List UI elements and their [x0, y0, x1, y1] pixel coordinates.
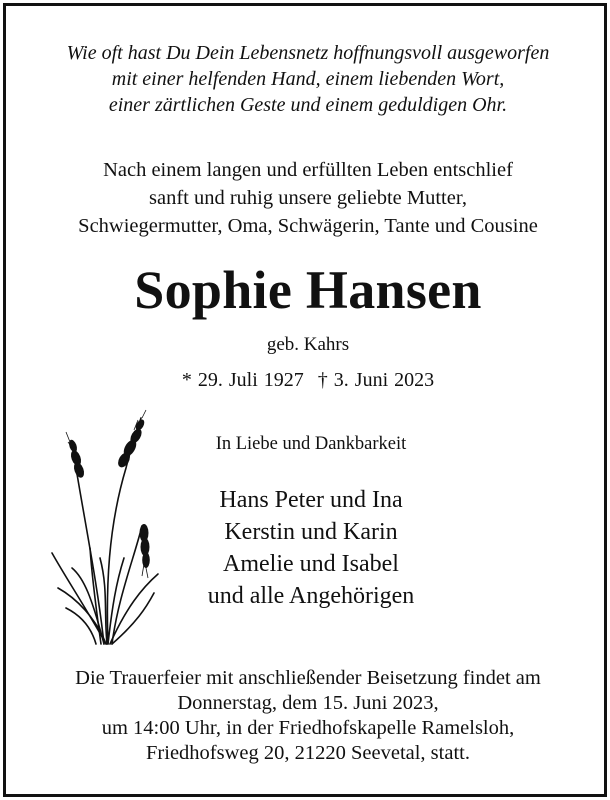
life-dates: [6, 367, 610, 393]
wheat-icon: [46, 408, 166, 648]
signer-line: und alle Angehörigen: [207, 583, 415, 609]
death-date: † 3. Juni 2023: [317, 369, 435, 391]
maiden-name: geb. Kahrs: [266, 334, 350, 355]
signer-line: Amelie und Isabel: [223, 551, 399, 577]
signer-line: Kerstin und Karin: [224, 519, 398, 545]
poem: [6, 40, 610, 118]
thanks-line: In Liebe und Dankbarkeit: [215, 434, 407, 454]
service-info: [6, 666, 610, 766]
birth-date: * 29. Juli 1927: [181, 369, 304, 391]
poem-line: einer zärtlichen Geste und einem geduldigen Ohr.: [108, 94, 508, 116]
intro-line: Schwiegermutter, Oma, Schwägerin, Tante und Cousine: [78, 215, 538, 237]
intro-line: Nach einem langen und erfüllten Leben entschlief: [103, 159, 513, 181]
signers: [166, 484, 456, 612]
intro-line: sanft und ruhig unsere geliebte Mutter,: [149, 187, 467, 209]
signer-line: Hans Peter und Ina: [219, 487, 403, 513]
poem-line: mit einer helfenden Hand, einem liebenden Wort,: [111, 68, 505, 90]
deceased-name: Sophie Hansen: [134, 260, 482, 320]
service-line: Die Trauerfeier mit anschließender Beisetzung findet am: [75, 667, 541, 689]
service-line: Friedhofsweg 20, 21220 Seevetal, statt.: [146, 742, 470, 764]
service-line: um 14:00 Uhr, in der Friedhofskapelle Ramelsloh,: [101, 717, 515, 739]
intro-text: [6, 156, 610, 240]
service-line: Donnerstag, dem 15. Juni 2023,: [177, 692, 439, 714]
notice-frame: [3, 3, 607, 797]
poem-line: Wie oft hast Du Dein Lebensnetz hoffnungsvoll ausgeworfen: [66, 42, 550, 64]
